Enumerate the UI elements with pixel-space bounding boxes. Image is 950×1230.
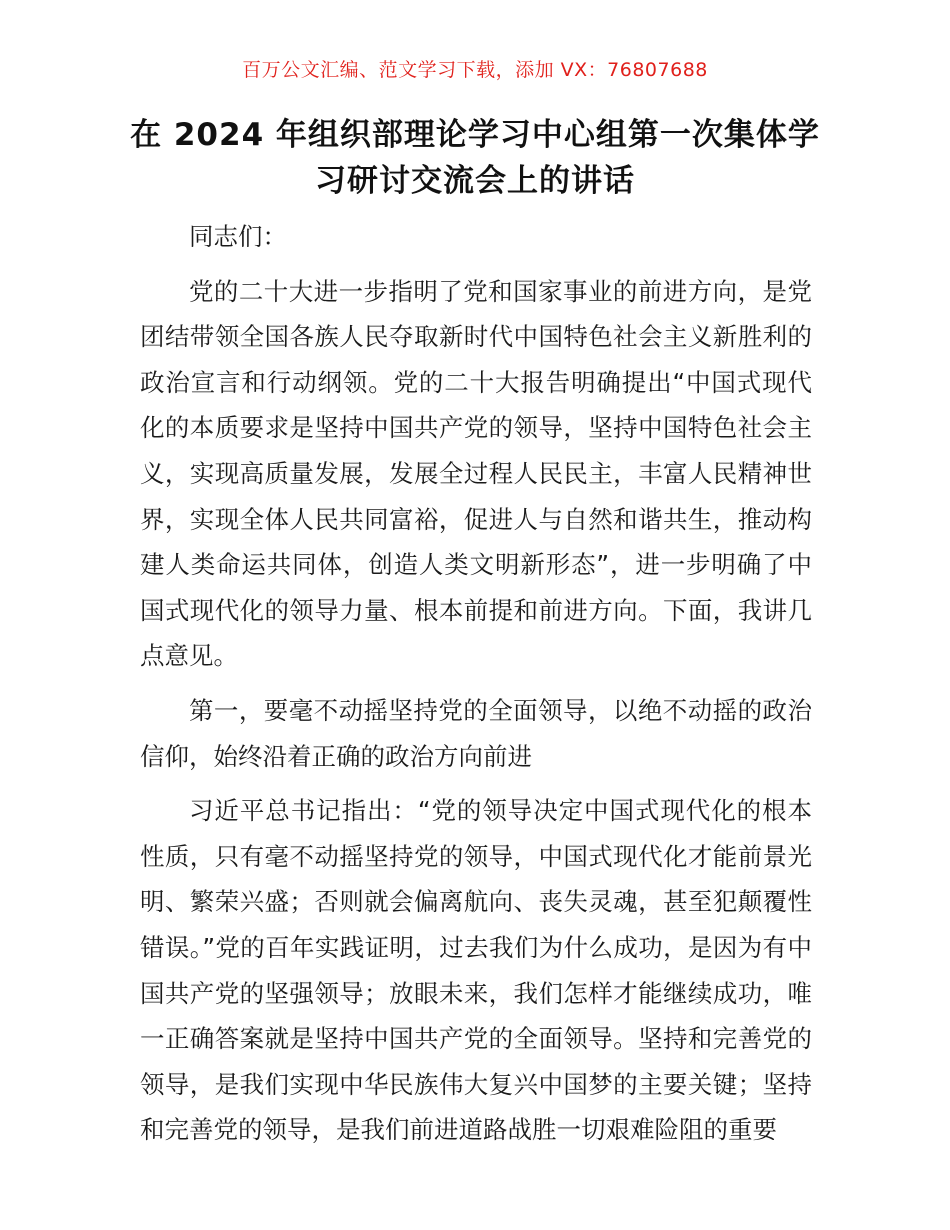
- document-body: [140, 214, 812, 1162]
- salutation-paragraph: 同志们：: [189, 222, 287, 251]
- section-heading-paragraph: 第一，要毫不动摇坚持党的全面领导，以绝不动摇的政治信仰，始终沿着正确的政治方向前进: [140, 695, 812, 771]
- intro-paragraph: 党的二十大进一步指明了党和国家事业的前进方向，是党团结带领全国各族人民夺取新时代中国特色社会主义新胜利的政治宣言和行动纲领。党的二十大报告明确提出“中国式现代化的本质要求是坚持中国共产党的领导，坚持中国特色社会主义，实现高质量发展，发展全过程人民民主，丰富人民精神世界，实现全体人民共同富裕，促进人与自然和谐共生，推动构建人类命运共同体，创造人类文明新形态”，进一步明确了中国式现代化的领导力量、根本前提和前进方向。下面，我讲几点意见。: [140, 276, 812, 671]
- header-watermark-note: 百万公文汇编、范文学习下载，添加 VX：76807688: [242, 59, 708, 81]
- body-paragraph: 习近平总书记指出：“党的领导决定中国式现代化的根本性质，只有毫不动摇坚持党的领导，中国式现代化才能前景光明、繁荣兴盛；否则就会偏离航向、丧失灵魂，甚至犯颠覆性错误。”党的百年实践证明，过去我们为什么成功，是因为有中国共产党的坚强领导；放眼未来，我们怎样才能继续成功，唯一正确答案就是坚持中国共产党的全面领导。坚持和完善党的领导，是我们实现中华民族伟大复兴中国梦的主要关键；坚持和完善党的领导，是我们前进道路战胜一切艰难险阻的重要: [140, 796, 812, 1145]
- document-title: 在 2024 年组织部理论学习中心组第一次集体学习研讨交流会上的讲话: [130, 117, 820, 199]
